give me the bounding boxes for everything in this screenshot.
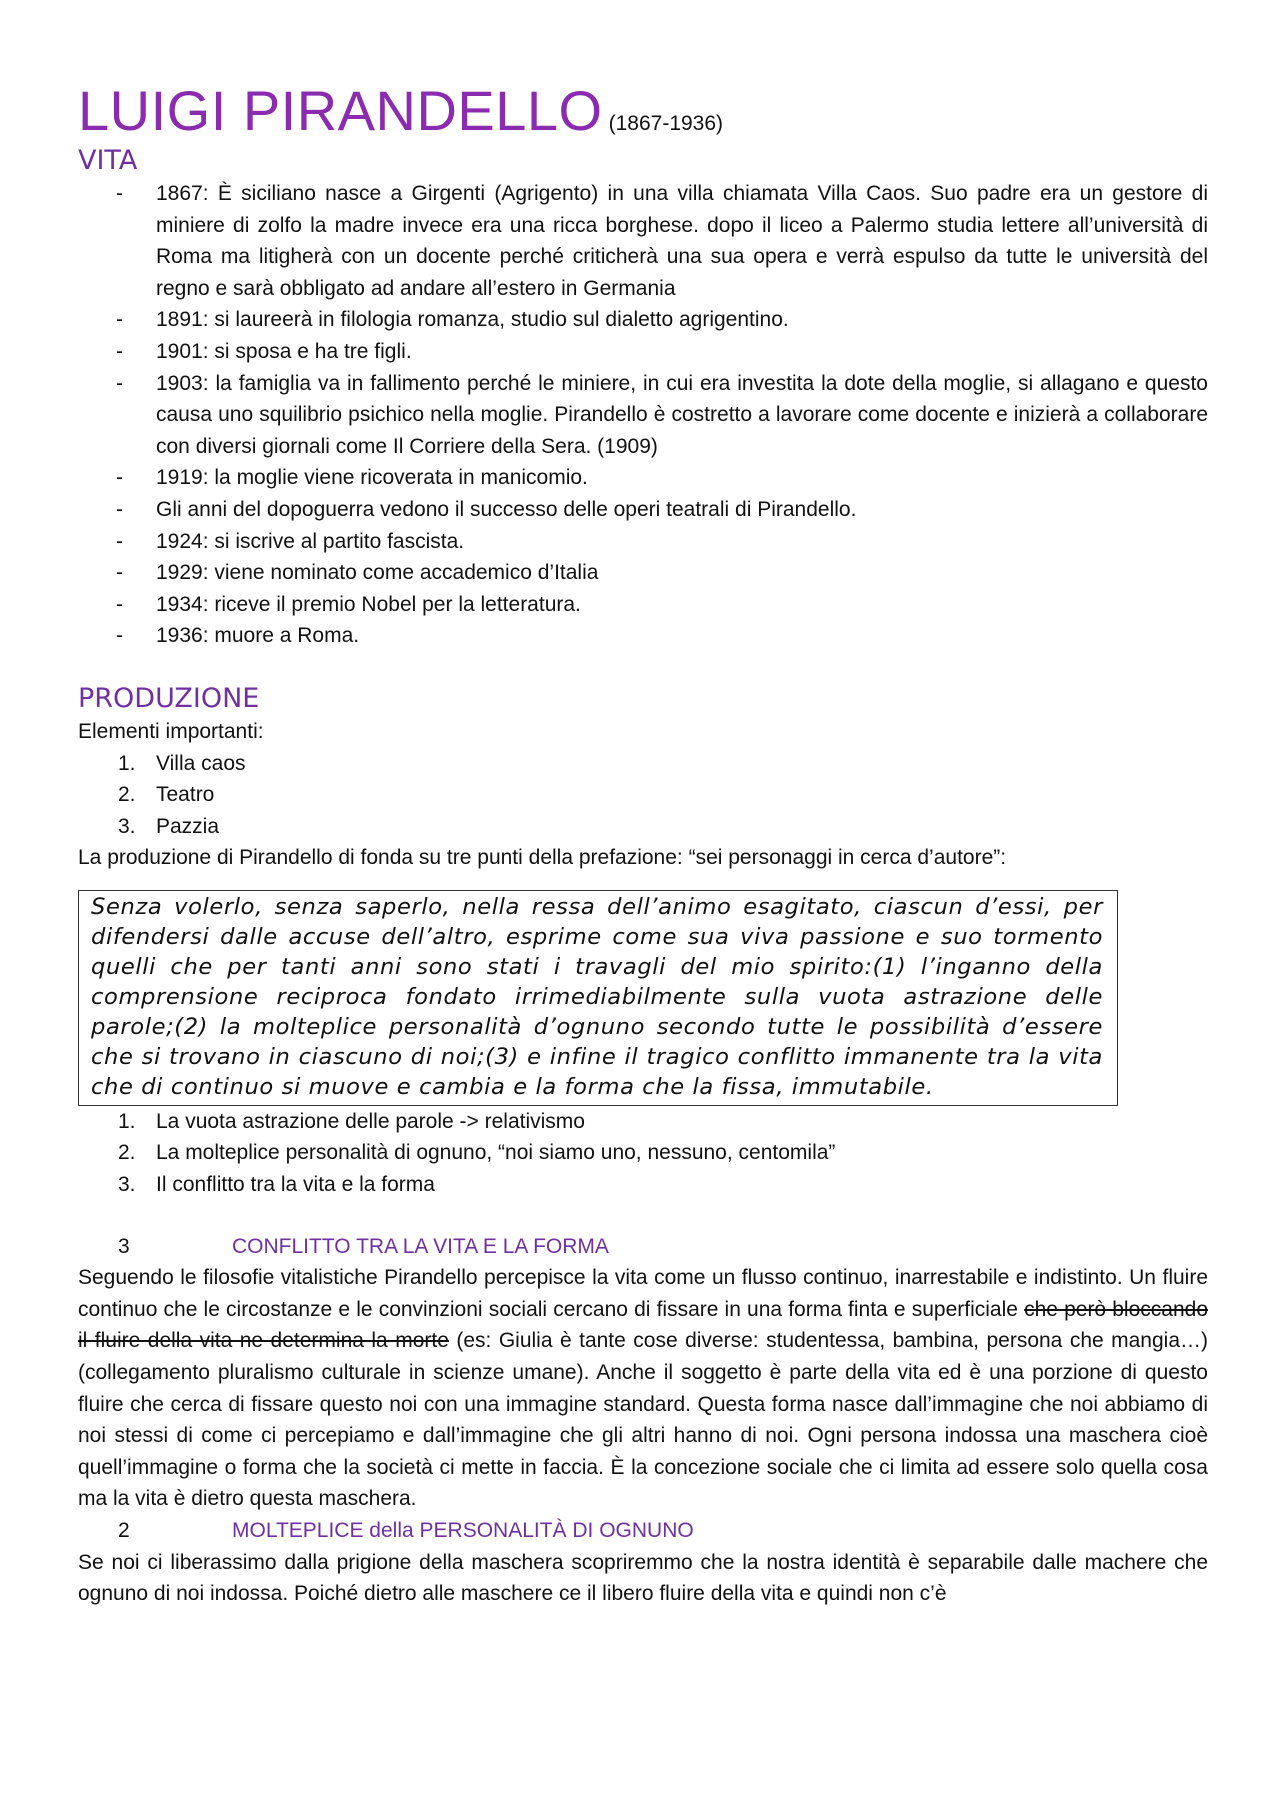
page-title: LUIGI PIRANDELLO — [78, 79, 603, 142]
vita-item: - 1929: viene nominato come accademico d’Italia — [78, 557, 1208, 589]
vita-item: - 1903: la famiglia va in fallimento perché le miniere, in cui era investita la dote della moglie, si allagano e questo causa uno squilibrio psichico nella moglie. Pirandello è costretto a lavorare come docente e inizierà a collaborare con diversi giornali come Il Corriere della Sera. (1909) — [78, 368, 1208, 463]
subheading-number: 3 — [118, 1234, 130, 1258]
punti-item: 2. La molteplice personalità di ognuno, “noi siamo uno, nessuno, centomila” — [118, 1141, 836, 1165]
list-dash: - — [116, 497, 123, 521]
subheading-title: CONFLITTO TRA LA VITA E LA FORMA — [232, 1234, 609, 1258]
punti-item: 1. La vuota astrazione delle parole -> relativismo — [118, 1109, 585, 1133]
vita-item: - 1867: È siciliano nasce a Girgenti (Agrigento) in una villa chiamata Villa Caos. Suo padre era un gestore di miniere di zolfo la madre invece era una ricca borghese. dopo il liceo a Palermo studia lettere all’università di Roma ma litigherà con un docente perché criticherà una sua opera e verrà espulso da tutte le università del regno e sarà obbligato ad andare all’estero in Germania — [78, 178, 1208, 304]
elementi-item: 3. Pazzia — [118, 814, 220, 838]
prefazione-quote: Senza volerlo, senza saperlo, nella ressa dell’animo esagitato, ciascun d’essi, per difendersi dalle accuse dell’altro, esprime come sua viva passione e suo tormento quelli che per tanti anni sono stati i travagli del mio spirito:(1) l’inganno della comprensione reciproca fondato irrimediabilmente sulla vuota astrazione delle parole;(2) la molteplice personalità d’ognuno secondo tutte le possibilità d’essere che si trovano in ciascuno di noi;(3) e infine il tragico conflitto immanente tra la vita che di continuo si muove e cambia e la forma che la fissa, immutabile. — [91, 893, 1103, 1100]
list-dash: - — [116, 466, 123, 490]
produzione-intro: Elementi importanti: — [78, 719, 264, 743]
list-dash: - — [116, 592, 123, 616]
title-row — [78, 78, 1208, 144]
punti-item: 3. Il conflitto tra la vita e la forma — [118, 1173, 435, 1197]
vita-item: - Gli anni del dopoguerra vedono il successo delle operi teatrali di Pirandello. — [78, 494, 1208, 526]
vita-item: - 1901: si sposa e ha tre figli. — [78, 336, 1208, 368]
struck-text: che però bloccando il fluire della vita ne determina la morte — [78, 1297, 1208, 1353]
subheading-number: 2 — [118, 1519, 130, 1542]
list-dash: - — [116, 308, 123, 332]
list-dash: - — [116, 339, 123, 363]
elementi-list — [78, 748, 1208, 843]
vita-item: - 1936: muore a Roma. — [78, 620, 1208, 652]
punti-list — [78, 1106, 1208, 1201]
elementi-item: 2. Teatro — [118, 783, 215, 807]
document-page — [78, 78, 1208, 1610]
subheading-title: MOLTEPLICE della PERSONALITÀ DI OGNUNO — [232, 1519, 694, 1542]
prefazione-quote-box — [78, 890, 1118, 1106]
section-heading-vita: VITA — [78, 145, 138, 176]
section-heading-produzione: PRODUZIONE — [78, 682, 260, 714]
vita-item: - 1934: riceve il premio Nobel per la letteratura. — [78, 589, 1208, 621]
vita-list — [78, 178, 1208, 652]
list-dash: - — [116, 371, 123, 395]
elementi-item: 1. Villa caos — [118, 751, 246, 775]
list-dash: - — [116, 624, 123, 648]
molteplice-paragraph: Se noi ci liberassimo dalla prigione della maschera scopriremmo che la nostra identità è separabile dalle machere che ognuno di noi indossa. Poiché dietro alle maschere ce il libero fluire della vita e quindi non c’è — [78, 1550, 1208, 1606]
conflitto-paragraph: Seguendo le filosofie vitalistiche Pirandello percepisce la vita come un flusso continuo, inarrestabile e indistinto. Un fluire continuo che le circostanze e le convinzioni sociali cercano di fissare in una forma finta e superficiale che però bloccando il fluire della vita ne determina la morte (es: Giulia è tante cose diverse: studentessa, bambina, persona che mangia…)(collegamento pluralismo culturale in scienze umane). Anche il soggetto è parte della vita ed è una porzione di questo fluire che cerca di fissare questo noi con una immagine standard. Questa forma nasce dall’immagine che noi abbiamo di noi stessi di come ci percepiamo e dall’immagine che gli altri hanno di noi. Ogni persona indossa una maschera cioè quell’immagine o forma che la società ci mette in faccia. È la concezione sociale che ci limita ad essere solo quella cosa ma la vita è dietro questa maschera. — [78, 1266, 1208, 1511]
title-years: (1867-1936) — [608, 112, 724, 135]
list-dash: - — [116, 561, 123, 585]
list-dash: - — [116, 529, 123, 553]
subheading-molteplice — [78, 1515, 1208, 1547]
vita-item: - 1924: si iscrive al partito fascista. — [78, 526, 1208, 558]
prefazione-line: La produzione di Pirandello di fonda su tre punti della prefazione: “sei personaggi in cerca d’autore”: — [78, 846, 1007, 870]
list-dash: - — [116, 182, 123, 205]
vita-item: - 1891: si laureerà in filologia romanza, studio sul dialetto agrigentino. — [78, 304, 1208, 336]
subheading-conflitto — [78, 1231, 1208, 1263]
vita-item: - 1919: la moglie viene ricoverata in manicomio. — [78, 462, 1208, 494]
